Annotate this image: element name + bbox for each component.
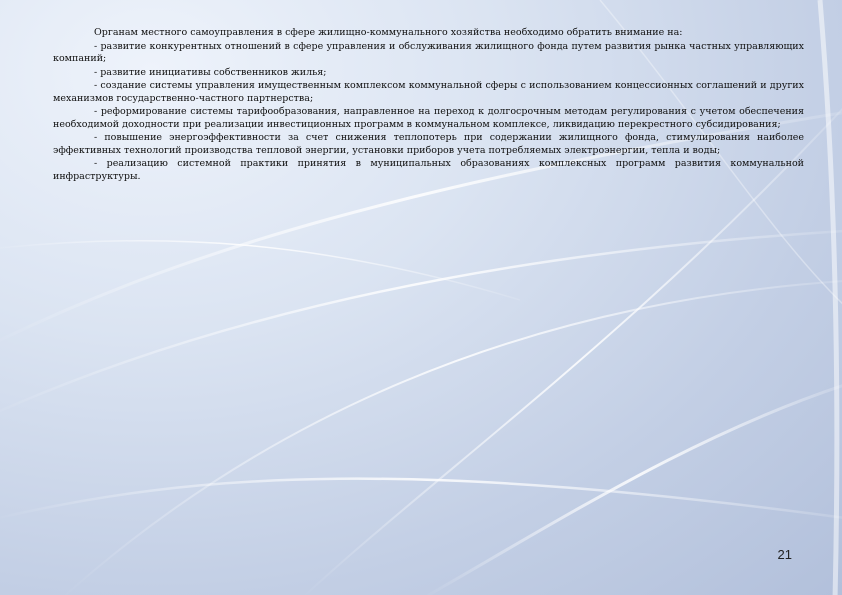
text-body [53,27,804,184]
list-item: - реформирование системы тарифообразования, направленное на переход к долгосрочным методам регулирования с учетом обеспечения необходимой доходности при реализации инвестиционных программ в коммунальном комплексе, ликвидацию перекрестного субсидирования; [53,106,804,130]
intro-paragraph: Органам местного самоуправления в сфере жилищно-коммунального хозяйства необходимо обратить внимание на: [94,27,683,38]
list-item: - создание системы управления имущественным комплексом коммунальной сферы с использованием концессионных соглашений и других механизмов государственно-частного партнерства; [53,80,804,104]
list-item: - реализацию системной практики принятия в муниципальных образованиях комплексных программ развития коммунальной инфраструктуры. [53,158,804,182]
list-item: - повышение энергоэффективности за счет снижения теплопотерь при содержании жилищного фонда, стимулирования наиболее эффективных технологий производства тепловой энергии, установки приборов учета потребляемых электроэнергии, тепла и воды; [53,132,804,156]
list-item: - развитие инициативы собственников жилья; [94,66,327,78]
list-item: - развитие конкурентных отношений в сфере управления и обслуживания жилищного фонда путем развития рынка частных управляющих компаний; [53,40,804,64]
page-number: 21 [777,547,792,562]
